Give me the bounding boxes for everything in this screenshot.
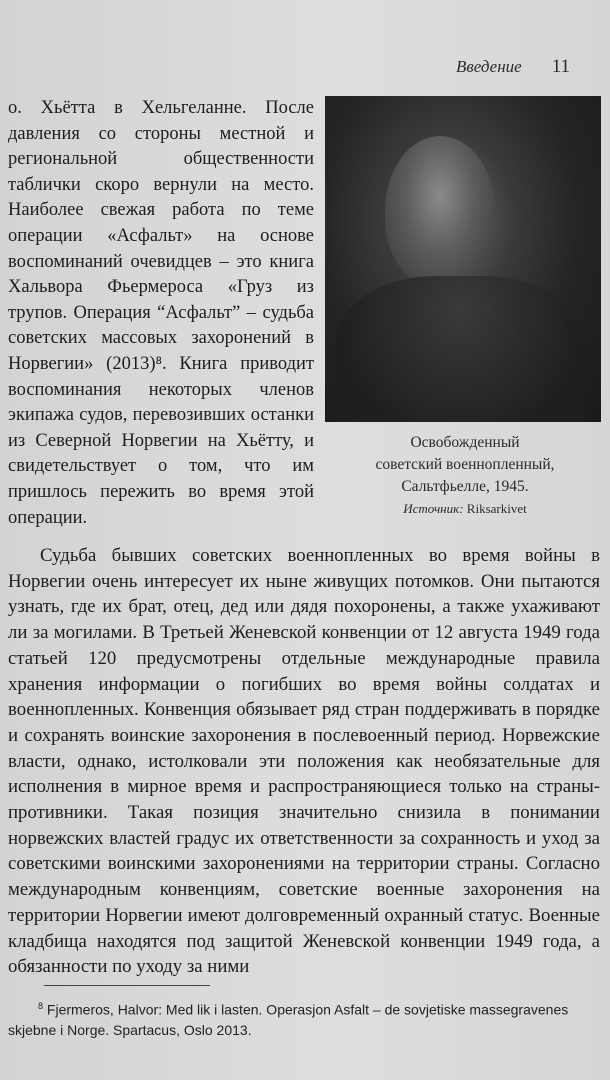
caption-line: советский военнопленный, bbox=[375, 456, 555, 473]
footnote bbox=[8, 996, 600, 1040]
portrait-photo bbox=[325, 96, 601, 422]
caption-line: Освобожденный bbox=[410, 434, 520, 451]
paragraph: о. Хьётта в Хельгеланне. После давления со стороны местной и региональной общественности таблички скоро вернули на место. Наиболее свежая работа по теме операции «Асфальт» на основе воспоминаний очевидцев – это книга Хальвора Фьермероса «Груз из трупов. Операция “Асфальт” – судьба советских массовых захоронений в Норвегии» (2013)⁸. Книга приводит воспоминания некоторых членов экипажа судов, перевозивших останки из Северной Норвегии на Хьётту, и свидетельствует о том, что им пришлось пережить во время этой операции. bbox=[8, 98, 314, 528]
photo-source bbox=[330, 498, 600, 520]
footnote-divider bbox=[44, 985, 210, 986]
photo-body bbox=[335, 276, 585, 422]
section-title: Введение bbox=[455, 57, 522, 76]
running-header bbox=[456, 56, 570, 78]
source-value: Riksarkivet bbox=[463, 501, 527, 516]
page-number: 11 bbox=[551, 56, 570, 77]
photo-caption bbox=[330, 432, 600, 520]
main-text bbox=[8, 543, 600, 980]
footnote-text: Fjermeros, Halvor: Med lik i lasten. Operasjon Asfalt – de sovjetiske massegravenes skjebne i Norge. Spartacus, Oslo 2013. bbox=[8, 1001, 569, 1038]
source-label: Источник: bbox=[403, 501, 464, 516]
left-column-text bbox=[8, 96, 314, 531]
caption-line: Сальтфьелле, 1945. bbox=[401, 478, 529, 495]
paragraph: Судьба бывших советских военнопленных во время войны в Норвегии очень интересует их ныне живущих потомков. Они пытаются узнать, где их брат, отец, дед или дядя похоронены, а также ухаживают ли за могилами. В Третьей Женевской конвенции от 12 августа 1949 года статьей 120 предусмотрены отдельные международные правила хранения информации о погибших во время войны солдатах и военнопленных. Конвенция обязывает ряд стран поддерживать в порядке и сохранять воинские захоронения в послевоенный период. Норвежские власти, однако, истолковали эти положения как необязательные для исполнения в мирное время и распространяющиеся только на страны-противники. Такая позиция значительно снизила в понимании норвежских властей градус их ответственности за сохранность и уход за советскими воинскими захоронениями на территории страны. Согласно международным конвенциям, советские военные захоронения на территории Норвегии имеют долговременный охранный статус. Военные кладбища находятся под защитой Женевской конвенции 1949 года, а обязанности по уходу за ними bbox=[8, 545, 600, 978]
photo-head bbox=[385, 136, 495, 286]
footnote-marker: 8 bbox=[38, 1001, 44, 1011]
